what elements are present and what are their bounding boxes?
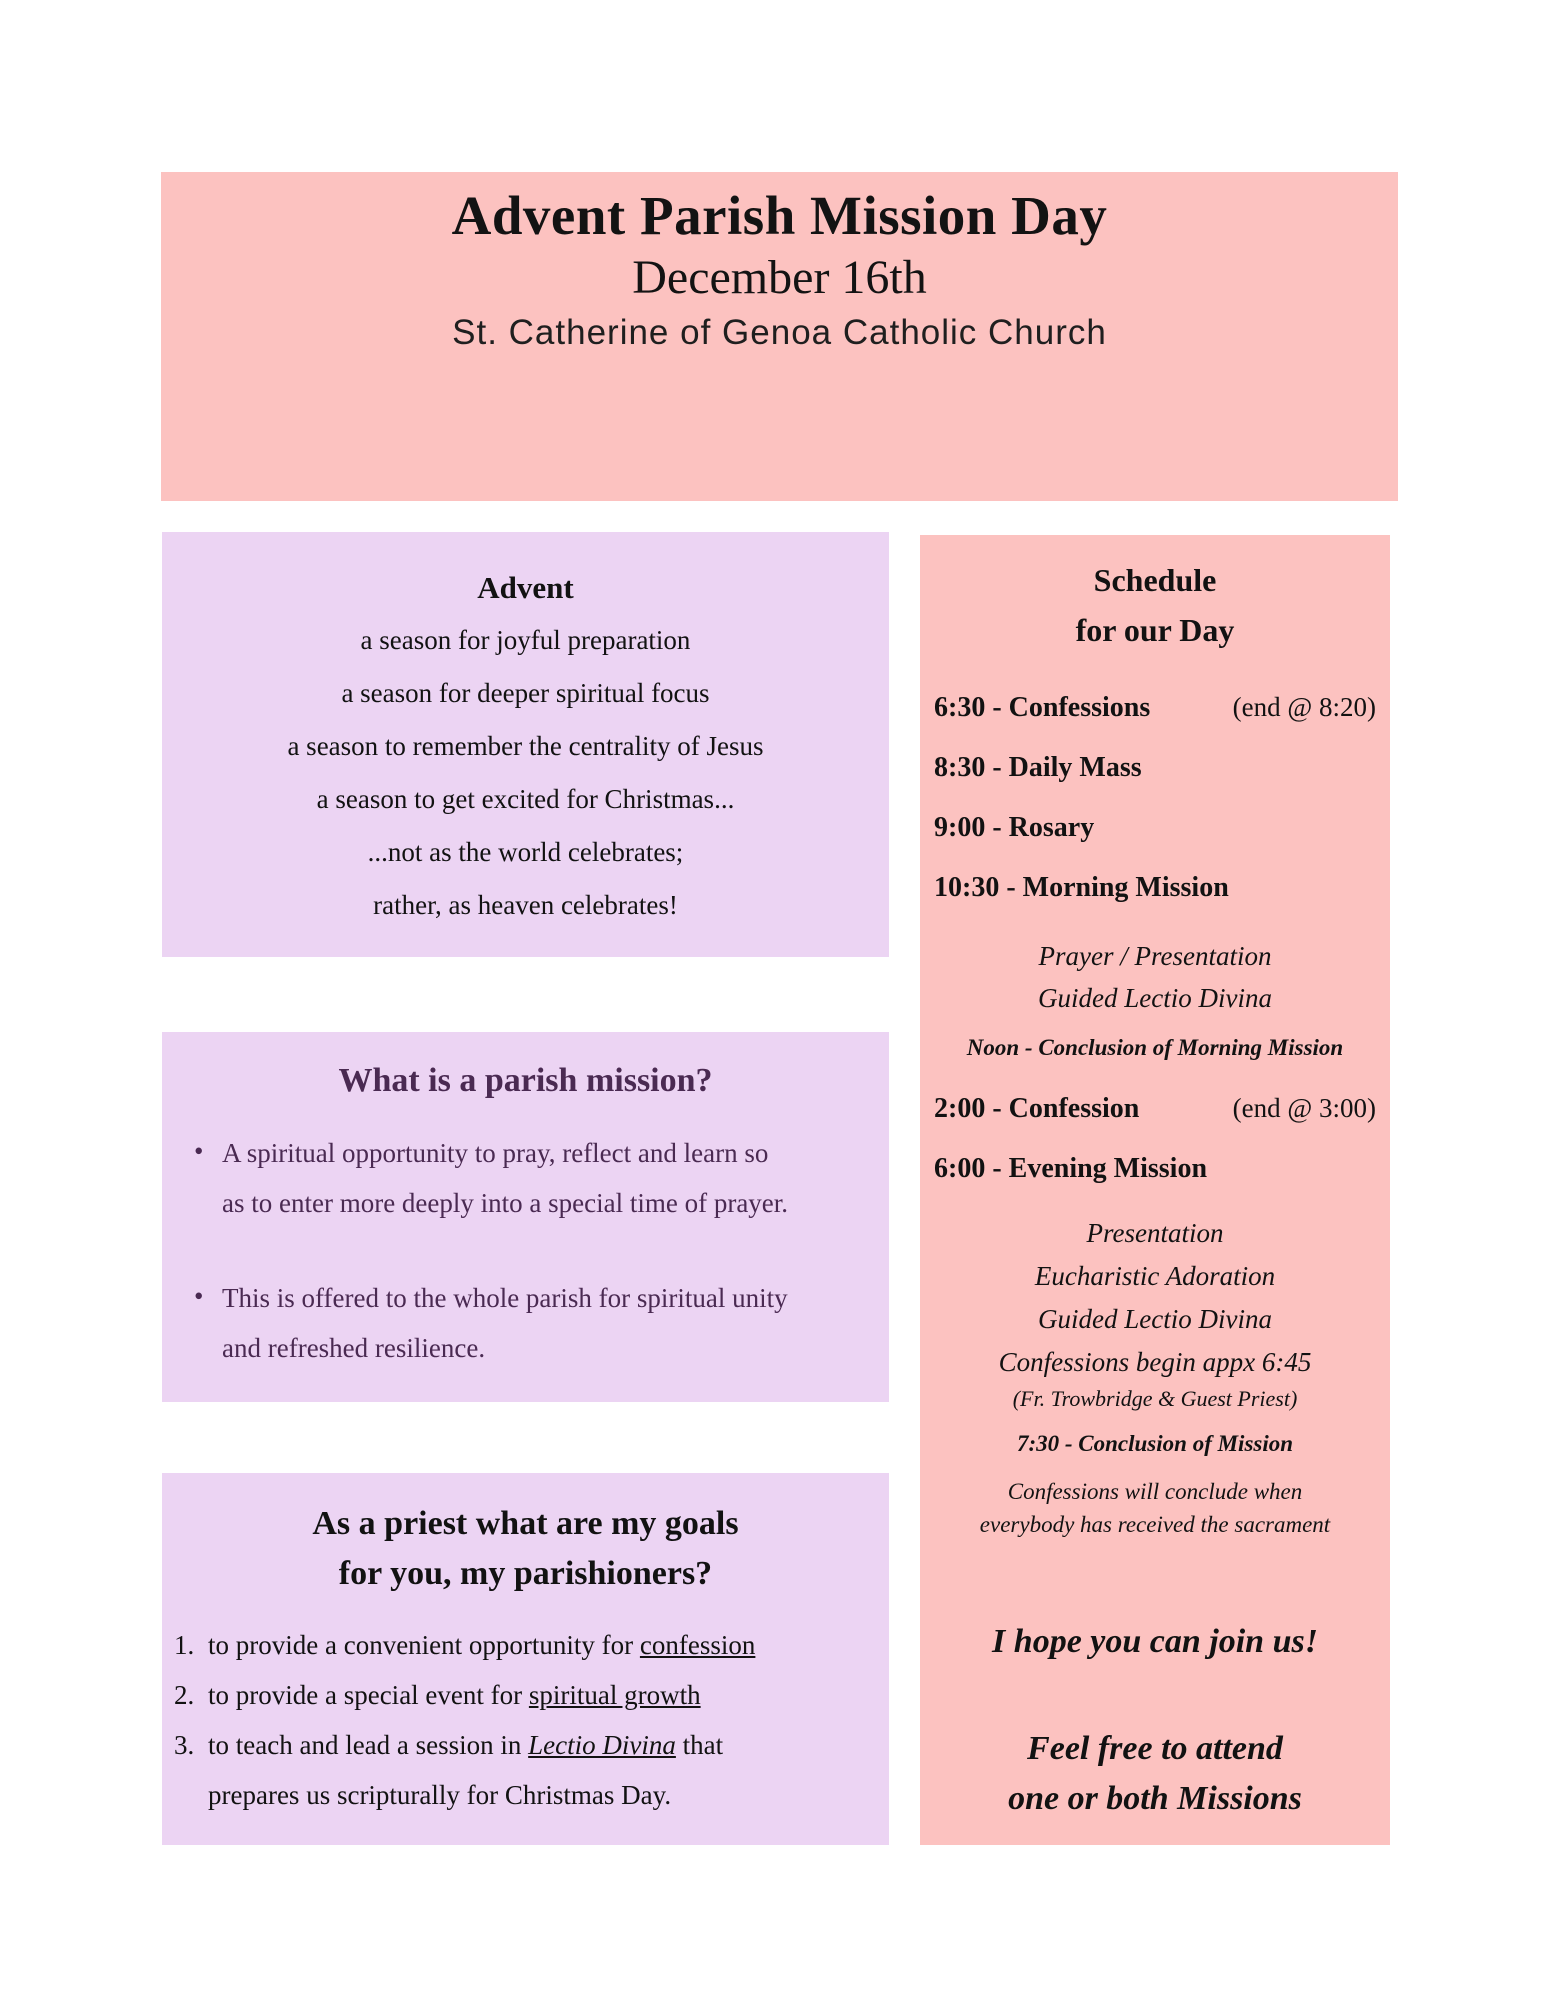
list-item [174, 1720, 889, 1770]
priest-goals-title-line: As a priest what are my goals [312, 1505, 739, 1542]
priest-note: (Fr. Trowbridge & Guest Priest) [1012, 1386, 1298, 1411]
advent-line: a season to get excited for Christmas... [316, 784, 735, 814]
schedule-entry-time: 6:30 - Confessions [934, 692, 1151, 723]
parish-mission-bullets [194, 1128, 865, 1373]
priest-goals-title [162, 1473, 889, 1599]
confessions-closing-note [920, 1475, 1390, 1541]
priest-goals-box [162, 1473, 889, 1845]
schedule-entry [920, 811, 1390, 845]
evening-mission-details [920, 1212, 1390, 1384]
hope-join-line: I hope you can join us! [992, 1623, 1318, 1660]
advent-line: ...not as the world celebrates; [367, 837, 684, 867]
header-banner [161, 172, 1398, 501]
schedule-title-line: Schedule [1093, 562, 1217, 598]
item-text: that [675, 1730, 724, 1760]
closing-note-line: everybody has received the sacrament [979, 1512, 1331, 1537]
schedule-entry-note: (end @ 8:20) [1232, 692, 1376, 722]
detail-line: Guided Lectio Divina [1038, 983, 1272, 1013]
list-item [174, 1670, 889, 1720]
noon-conclusion-line: Noon - Conclusion of Morning Mission [966, 1035, 1344, 1060]
bullet-text-line: as to enter more deeply into a special time of prayer. [222, 1188, 789, 1218]
parish-mission-title: What is a parish mission? [338, 1062, 713, 1099]
morning-mission-details [920, 935, 1390, 1019]
priest-goals-title-line: for you, my parishioners? [338, 1555, 713, 1592]
detail-line: Confessions begin appx 6:45 [998, 1347, 1312, 1377]
item-text: to provide a special event for [208, 1680, 529, 1710]
schedule-entry-time: 2:00 - Confession [934, 1093, 1140, 1124]
item-number: 2. [174, 1680, 195, 1710]
advent-line: a season to remember the centrality of Jesus [287, 731, 764, 761]
schedule-entry-time: 8:30 - Daily Mass [934, 752, 1142, 783]
schedule-title-line: for our Day [1075, 612, 1235, 648]
item-underlined-text: spiritual growth [528, 1680, 701, 1710]
schedule-entry [920, 751, 1390, 785]
schedule-entry [920, 1152, 1390, 1186]
list-item [194, 1273, 865, 1373]
attend-line: one or both Missions [1008, 1780, 1302, 1817]
attend-invitation [920, 1724, 1390, 1824]
detail-line: Eucharistic Adoration [1034, 1261, 1276, 1291]
priest-goals-list [162, 1620, 889, 1820]
bullet-text-line: A spiritual opportunity to pray, reflect and learn so [222, 1138, 769, 1168]
bullet-text-line: This is offered to the whole parish for spiritual unity [222, 1283, 788, 1313]
schedule-title [920, 535, 1390, 655]
flyer-date: December 16th [632, 251, 927, 304]
bullet-text-line: and refreshed resilience. [222, 1333, 486, 1363]
attend-line: Feel free to attend [1027, 1730, 1283, 1767]
schedule-entry [920, 690, 1390, 725]
advent-box-title: Advent [477, 570, 574, 605]
detail-line: Prayer / Presentation [1038, 941, 1272, 971]
list-item [194, 1128, 865, 1228]
schedule-entry-time: 9:00 - Rosary [934, 812, 1095, 843]
mission-conclusion-line: 7:30 - Conclusion of Mission [1016, 1431, 1294, 1456]
schedule-entry [920, 871, 1390, 905]
advent-box [162, 532, 889, 957]
advent-line: rather, as heaven celebrates! [373, 890, 678, 920]
bullet-icon: • [194, 1281, 204, 1311]
schedule-entry-time: 10:30 - Morning Mission [934, 872, 1229, 903]
bullet-icon: • [194, 1136, 204, 1166]
church-name: St. Catherine of Genoa Catholic Church [452, 313, 1107, 352]
item-underlined-text: confession [639, 1630, 756, 1660]
schedule-entry-note: (end @ 3:00) [1232, 1093, 1376, 1123]
parish-mission-box [162, 1032, 889, 1402]
schedule-entry-time: 6:00 - Evening Mission [934, 1153, 1208, 1184]
detail-line: Presentation [1086, 1218, 1224, 1248]
detail-line: Guided Lectio Divina [1038, 1304, 1272, 1334]
schedule-box [920, 535, 1390, 1845]
advent-line: a season for deeper spiritual focus [341, 678, 710, 708]
list-item [174, 1620, 889, 1670]
item-text: to provide a convenient opportunity for [208, 1630, 640, 1660]
item-number: 3. [174, 1730, 195, 1760]
item-continuation-line: prepares us scripturally for Christmas Day. [208, 1780, 672, 1810]
closing-note-line: Confessions will conclude when [1007, 1479, 1303, 1504]
flyer-title: Advent Parish Mission Day [451, 185, 1108, 246]
schedule-entry [920, 1091, 1390, 1126]
item-number: 1. [174, 1630, 195, 1660]
item-text: to teach and lead a session in [208, 1730, 529, 1760]
advent-lines [162, 614, 889, 932]
item-underlined-text: Lectio Divina [528, 1730, 676, 1760]
advent-line: a season for joyful preparation [360, 625, 691, 655]
